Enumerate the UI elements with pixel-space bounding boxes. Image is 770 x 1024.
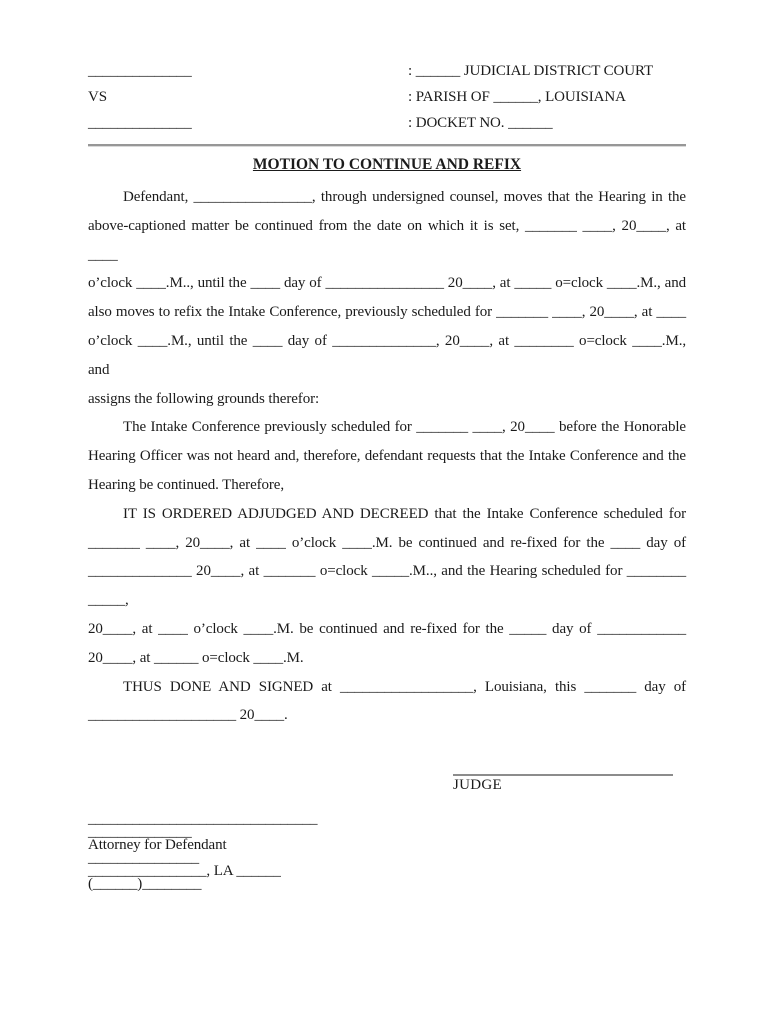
- judge-label: JUDGE: [453, 777, 502, 794]
- case-caption: [88, 58, 686, 136]
- docket-number-line: : DOCKET NO. ______: [408, 115, 553, 131]
- document-title: MOTION TO CONTINUE AND REFIX: [252, 156, 522, 173]
- motion-body: [88, 183, 686, 730]
- body-line-14: 20____, at ______ o=clock ____.M.: [88, 649, 304, 666]
- body-line-15: THUS DONE AND SIGNED at __________________, Louisiana, this _______ day of: [123, 678, 686, 695]
- attorney-label: Attorney for Defendant: [88, 837, 227, 854]
- body-line-9: Hearing be continued. Therefore,: [88, 476, 285, 493]
- attorney-signature-line: _______________________________: [88, 811, 318, 828]
- versus-label: VS: [88, 89, 107, 105]
- body-line-11: _______ ____, 20____, at ____ o’clock ____.M. be continued and re-fixed for the ____ day of: [88, 534, 686, 551]
- document-content: [88, 58, 686, 891]
- case-caption-left: [88, 58, 408, 136]
- attorney-signature-block: [88, 813, 686, 891]
- court-name-line: : ______ JUDICIAL DISTRICT COURT: [408, 63, 654, 79]
- attorney-address-line: _______________: [88, 850, 200, 867]
- attorney-bar-line: ______________: [88, 824, 192, 841]
- judge-signature-block: [453, 774, 673, 794]
- judge-signature-line: [453, 774, 673, 776]
- body-line-10: IT IS ORDERED ADJUDGED AND DECREED that the Intake Conference scheduled for: [123, 505, 686, 522]
- body-line-8: Hearing Officer was not heard and, therefore, defendant requests that the Intake Conference and the: [88, 448, 686, 465]
- body-line-3: o’clock ____.M.., until the ____ day of ________________ 20____, at _____ o=clock ____.M., and: [88, 275, 686, 292]
- body-line-12: ______________ 20____, at _______ o=clock _____.M.., and the Hearing scheduled for ________ _____,: [88, 563, 686, 609]
- body-line-7: The Intake Conference previously scheduled for _______ ____, 20____ before the Honorable: [123, 419, 686, 436]
- body-line-6: assigns the following grounds therefor:: [88, 390, 320, 407]
- body-line-13: 20____, at ____ o’clock ____.M. be continued and re-fixed for the _____ day of ____________: [88, 620, 686, 637]
- parish-line: : PARISH OF ______, LOUISIANA: [408, 89, 626, 105]
- body-line-4: also moves to refix the Intake Conference, previously scheduled for _______ ____, 20____, at ____: [88, 304, 686, 321]
- body-line-5: o’clock ____.M., until the ____ day of ______________, 20____, at ________ o=clock ____.M., and: [88, 332, 686, 378]
- caption-divider-rule: [88, 144, 686, 146]
- attorney-city-line: ________________, LA ______: [88, 863, 281, 880]
- case-caption-right: [408, 58, 686, 136]
- defendant-name-blank: ______________: [88, 115, 192, 131]
- plaintiff-name-blank: ______________: [88, 63, 192, 79]
- body-line-1: Defendant, ________________, through undersigned counsel, moves that the Hearing in the: [123, 189, 686, 205]
- attorney-phone-line: (______)________: [88, 876, 202, 893]
- body-line-2: above-captioned matter be continued from the date on which it is set, _______ ____, 20____, at ____: [88, 217, 686, 263]
- body-line-16: ____________________ 20____.: [88, 707, 288, 724]
